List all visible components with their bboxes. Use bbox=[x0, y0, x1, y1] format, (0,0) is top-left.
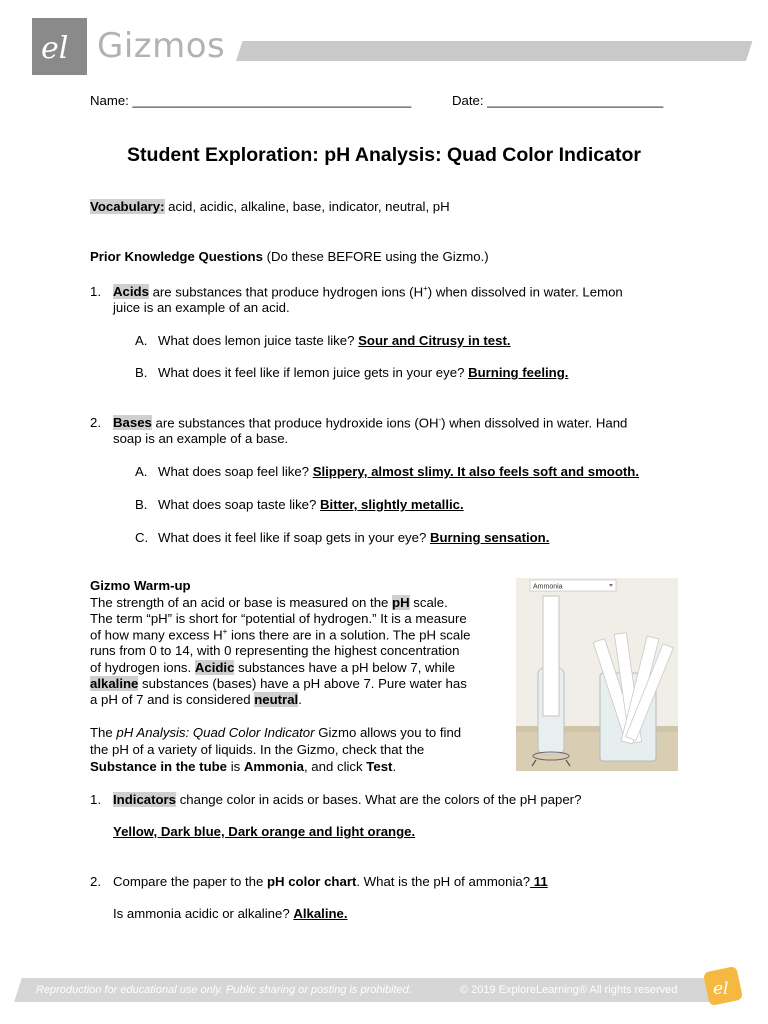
warmup-p1-l6: alkaline substances (bases) have a pH above 7. Pure water has bbox=[90, 676, 467, 691]
q2a-letter: A. bbox=[135, 464, 148, 479]
vocabulary: Vocabulary: acid, acidic, alkaline, base, indicator, neutral, pH bbox=[90, 199, 450, 214]
page-title: Student Exploration: pH Analysis: Quad Color Indicator bbox=[127, 144, 641, 166]
warmup-p1-l1: The strength of an acid or base is measured on the pH scale. bbox=[90, 595, 448, 610]
warmup-p2-l3: Substance in the tube is Ammonia, and click Test. bbox=[90, 759, 397, 774]
q1a-letter: A. bbox=[135, 333, 148, 348]
wq1-number: 1. bbox=[90, 792, 101, 807]
q1-line1: Acids are substances that produce hydrogen ions (H+) when dissolved in water. Lemon bbox=[113, 284, 623, 300]
q1-number: 1. bbox=[90, 284, 101, 299]
wq1-answer: Yellow, Dark blue, Dark orange and light orange. bbox=[113, 824, 416, 839]
q2-number: 2. bbox=[90, 415, 101, 430]
footer-copyright: © 2019 ExploreLearning® All rights reserved bbox=[460, 984, 678, 996]
brand-name: Gizmos bbox=[97, 26, 226, 66]
q2-line2: soap is an example of a base. bbox=[113, 431, 289, 446]
warmup-p1-l7: a pH of 7 and is considered neutral. bbox=[90, 692, 302, 707]
gizmo-screenshot bbox=[516, 578, 678, 771]
warmup-p1-l5: of hydrogen ions. Acidic substances have a pH below 7, while bbox=[90, 660, 456, 675]
warmup-p2-l2: the pH of a variety of liquids. In the Gizmo, check that the bbox=[90, 742, 425, 757]
svg-text:el: el bbox=[41, 31, 69, 66]
warmup-p1-l2: The term “pH” is short for “potential of hydrogen.” It is a measure bbox=[90, 611, 467, 626]
q1b-answer: Burning feeling. bbox=[468, 365, 569, 380]
warmup-p1-l3: of how many excess H+ ions there are in a solution. The pH scale bbox=[90, 627, 471, 643]
q1a-answer: Sour and Citrusy in test. bbox=[358, 333, 511, 348]
q1b: What does it feel like if lemon juice gets in your eye? Burning feeling. bbox=[158, 365, 569, 380]
svg-text:el: el bbox=[713, 979, 729, 999]
explorelearning-logo bbox=[32, 18, 87, 75]
footer-disclaimer: Reproduction for educational use only. Public sharing or posting is prohibited. bbox=[36, 984, 412, 996]
q2a-answer: Slippery, almost slimy. It also feels soft and smooth. bbox=[312, 464, 640, 479]
q2c-answer: Burning sensation. bbox=[429, 530, 550, 545]
q1b-letter: B. bbox=[135, 365, 148, 380]
substance-dropdown[interactable] bbox=[530, 580, 616, 591]
q2c-letter: C. bbox=[135, 530, 149, 545]
q2b-answer: Bitter, slightly metallic. bbox=[320, 497, 464, 512]
wq2-follow: Is ammonia acidic or alkaline? Alkaline. bbox=[113, 906, 348, 921]
q2a: What does soap feel like? Slippery, almost slimy. It also feels soft and smooth. bbox=[158, 464, 640, 479]
el-logo-icon bbox=[32, 18, 87, 75]
warmup-p2-l1: The pH Analysis: Quad Color Indicator Gizmo allows you to find bbox=[90, 725, 462, 740]
q2b-letter: B. bbox=[135, 497, 148, 512]
el-badge-icon bbox=[700, 963, 746, 1009]
wq2-answer: 11 bbox=[530, 874, 548, 889]
q2b: What does soap taste like? Bitter, slightly metallic. bbox=[158, 497, 464, 512]
footer-logo-badge bbox=[700, 963, 746, 1009]
q1a: What does lemon juice taste like? Sour and Citrusy in test. bbox=[158, 333, 511, 348]
date-field: Date: ________________________ bbox=[452, 93, 664, 108]
svg-text:Ammonia: Ammonia bbox=[533, 583, 563, 591]
prior-knowledge-heading: Prior Knowledge Questions (Do these BEFORE using the Gizmo.) bbox=[90, 249, 489, 264]
warmup-heading: Gizmo Warm-up bbox=[90, 578, 191, 593]
header-bar bbox=[236, 41, 752, 61]
q1-line2: juice is an example of an acid. bbox=[113, 300, 290, 315]
q2c: What does it feel like if soap gets in your eye? Burning sensation. bbox=[158, 530, 550, 545]
wq2: Compare the paper to the pH color chart. What is the pH of ammonia? 11 bbox=[113, 874, 548, 889]
name-field: Name: ______________________________________ bbox=[90, 93, 412, 108]
wq2-number: 2. bbox=[90, 874, 101, 889]
warmup-p1-l4: runs from 0 to 14, with 0 representing the highest concentration bbox=[90, 643, 460, 658]
wq1: Indicators change color in acids or bases. What are the colors of the pH paper? bbox=[113, 792, 582, 807]
q2-line1: Bases are substances that produce hydroxide ions (OH-) when dissolved in water. Hand bbox=[113, 415, 628, 431]
wq2-follow-answer: Alkaline. bbox=[293, 906, 348, 921]
